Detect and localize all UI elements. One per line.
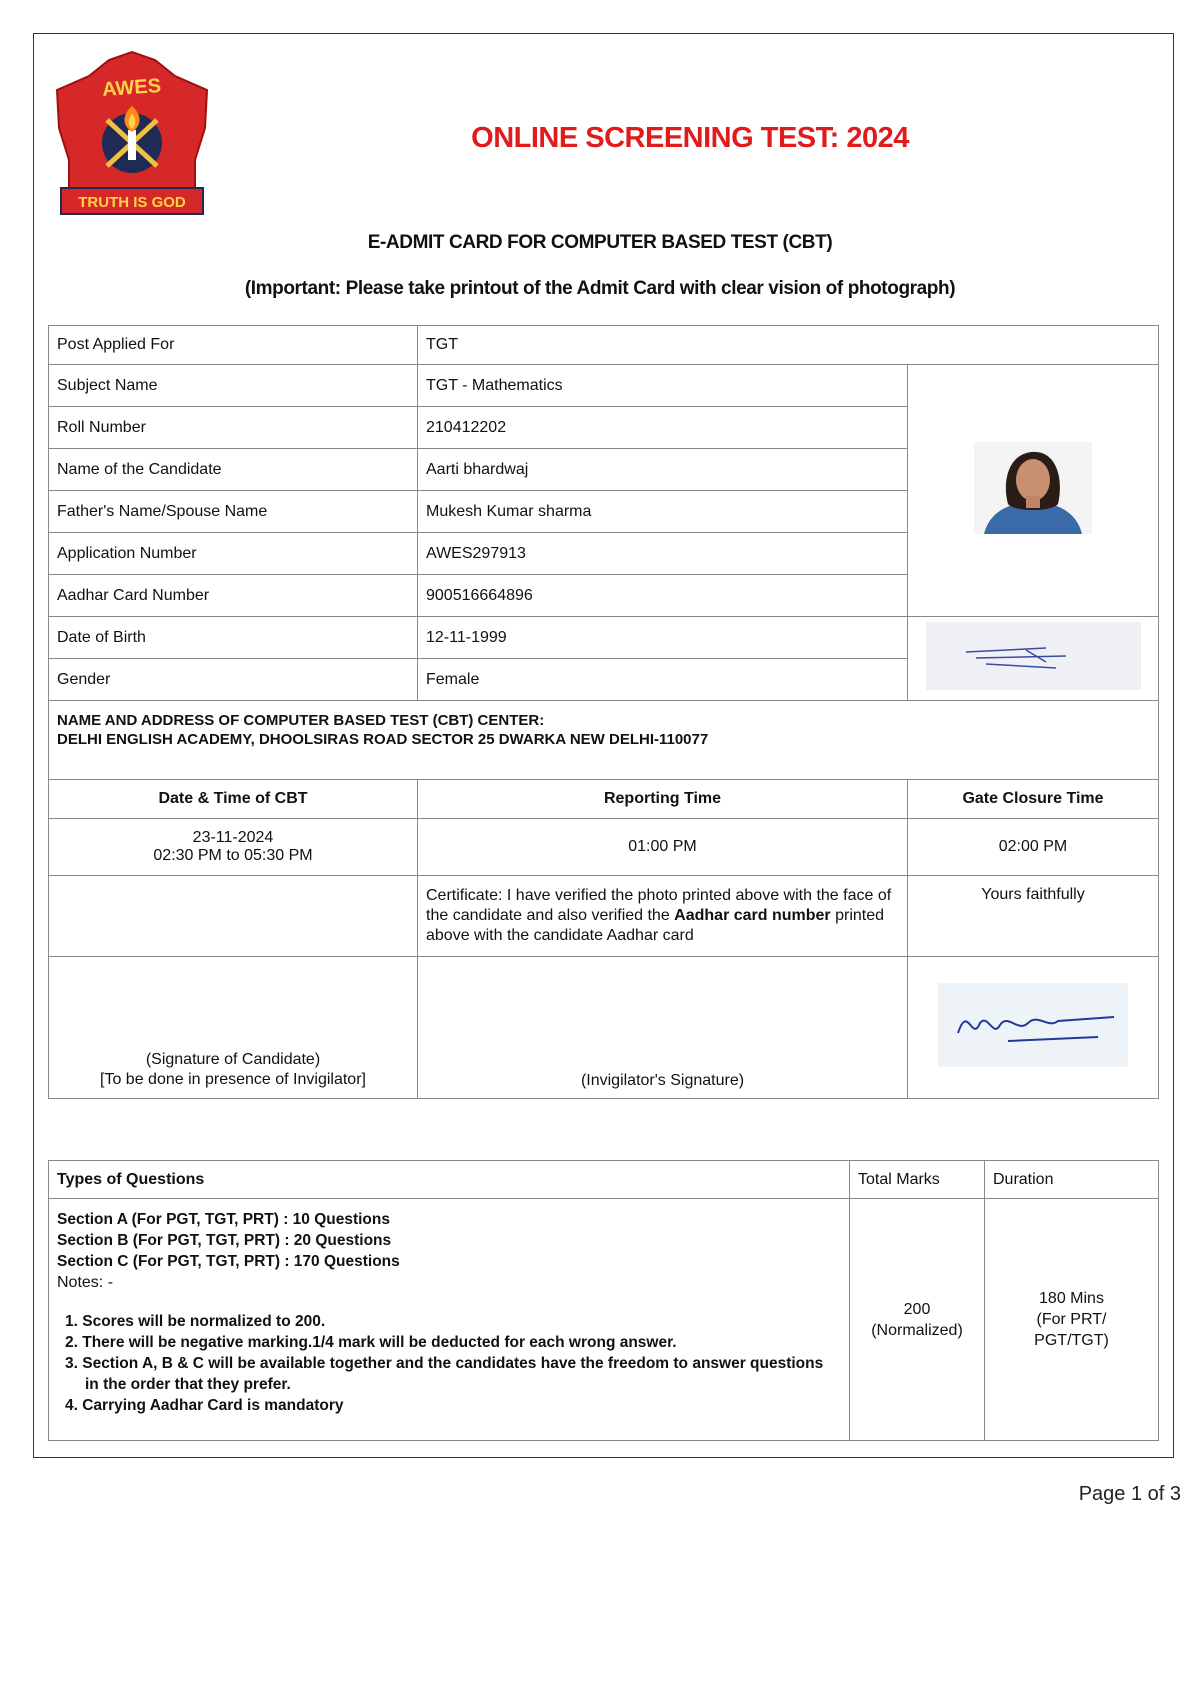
candidate-signature-note: [To be done in presence of Invigilator] — [100, 1071, 366, 1088]
authority-signature-image — [938, 983, 1128, 1067]
cbt-center-address: DELHI ENGLISH ACADEMY, DHOOLSIRAS ROAD SECTOR 25 DWARKA NEW DELHI-110077 — [57, 731, 709, 748]
dob-label: Date of Birth — [49, 617, 418, 659]
list-item: 4. Carrying Aadhar Card is mandatory — [65, 1397, 344, 1414]
total-marks-value: 200 — [903, 1300, 931, 1318]
table-row — [49, 957, 1159, 1099]
reporting-value: 01:00 PM — [418, 819, 908, 876]
types-detail-cell — [49, 1199, 850, 1441]
table-row — [49, 701, 1159, 780]
table-row — [49, 1161, 1159, 1199]
duration-value: 180 Mins — [1039, 1290, 1104, 1307]
gender-value: Female — [418, 659, 908, 701]
cbt-date: 23-11-2024 — [192, 829, 274, 846]
father-value: Mukesh Kumar sharma — [418, 491, 908, 533]
duration-cell — [985, 1199, 1159, 1441]
certificate-text: Certificate: I have verified the photo printed above with the face of the candidate and also verified the Aadhar card number printed above with the candidate Aadhar card — [418, 876, 908, 957]
awes-logo — [47, 48, 217, 218]
post-value: TGT — [418, 326, 1159, 365]
candidate-signature-caption: (Signature of Candidate) — [145, 1051, 321, 1068]
candidate-photo — [974, 442, 1092, 534]
duration-note-2: PGT/TGT) — [1034, 1332, 1109, 1349]
total-marks-cell — [850, 1199, 985, 1441]
table-row — [49, 876, 1159, 957]
gate-closure-header: Gate Closure Time — [908, 780, 1159, 819]
gender-label: Gender — [49, 659, 418, 701]
admit-card-subtitle: E-ADMIT CARD FOR COMPUTER BASED TEST (CBT) — [367, 232, 833, 253]
important-note: (Important: Please take printout of the Admit Card with clear vision of photograph) — [244, 278, 956, 299]
logo-motto: TRUTH IS GOD — [78, 194, 186, 211]
table-row — [49, 326, 1159, 365]
table-row — [49, 365, 1159, 407]
duration-note-1: (For PRT/ — [1036, 1311, 1107, 1328]
section-b: Section B (For PGT, TGT, PRT) : 20 Questions — [57, 1232, 392, 1249]
page-title: ONLINE SCREENING TEST: 2024 — [471, 122, 909, 154]
yours-faithfully: Yours faithfully — [908, 876, 1159, 957]
dob-value: 12-11-1999 — [418, 617, 908, 659]
logo-top-text: AWES — [101, 74, 162, 102]
list-item: 1. Scores will be normalized to 200. — [65, 1313, 326, 1330]
list-item: 2. There will be negative marking.1/4 mark will be deducted for each wrong answer. — [65, 1334, 677, 1351]
gate-closure-value: 02:00 PM — [908, 819, 1159, 876]
table-row — [49, 819, 1159, 876]
notes-list — [57, 1311, 841, 1416]
question-types-table — [48, 1160, 1159, 1441]
name-value: Aarti bhardwaj — [418, 449, 908, 491]
candidate-photo-cell — [908, 365, 1159, 617]
aadhar-value: 900516664896 — [418, 575, 908, 617]
marks-header: Total Marks — [850, 1161, 985, 1199]
post-label: Post Applied For — [49, 326, 418, 365]
table-row — [49, 1199, 1159, 1441]
father-label: Father's Name/Spouse Name — [49, 491, 418, 533]
application-value: AWES297913 — [418, 533, 908, 575]
duration-header: Duration — [985, 1161, 1159, 1199]
candidate-signature-box — [49, 957, 418, 1099]
table-row — [49, 617, 1159, 659]
date-time-header: Date & Time of CBT — [49, 780, 418, 819]
types-header: Types of Questions — [49, 1161, 850, 1199]
aadhar-label: Aadhar Card Number — [49, 575, 418, 617]
reporting-header: Reporting Time — [418, 780, 908, 819]
total-marks-note: (Normalized) — [871, 1321, 963, 1339]
page-number: Page 1 of 3 — [1078, 1483, 1181, 1505]
notes-label: Notes: - — [57, 1274, 114, 1291]
cbt-center-heading: NAME AND ADDRESS OF COMPUTER BASED TEST (CBT) CENTER: — [57, 712, 545, 729]
candidate-details-table — [48, 325, 1159, 1099]
subject-value: TGT - Mathematics — [418, 365, 908, 407]
table-row — [49, 780, 1159, 819]
application-label: Application Number — [49, 533, 418, 575]
cbt-time: 02:30 PM to 05:30 PM — [153, 847, 313, 864]
subject-label: Subject Name — [49, 365, 418, 407]
invigilator-signature-box: (Invigilator's Signature) — [418, 957, 908, 1099]
section-a: Section A (For PGT, TGT, PRT) : 10 Questions — [57, 1211, 390, 1228]
name-label: Name of the Candidate — [49, 449, 418, 491]
empty-cell — [49, 876, 418, 957]
section-c: Section C (For PGT, TGT, PRT) : 170 Questions — [57, 1253, 400, 1270]
roll-label: Roll Number — [49, 407, 418, 449]
list-item: 3. Section A, B & C will be available together and the candidates have the freedom to answer questions in the order that they prefer. — [65, 1355, 824, 1393]
candidate-signature-image — [926, 622, 1141, 690]
cbt-center-cell — [49, 701, 1159, 780]
roll-value: 210412202 — [418, 407, 908, 449]
authority-signature-cell — [908, 957, 1159, 1099]
candidate-signature-cell — [908, 617, 1159, 701]
date-time-value — [49, 819, 418, 876]
